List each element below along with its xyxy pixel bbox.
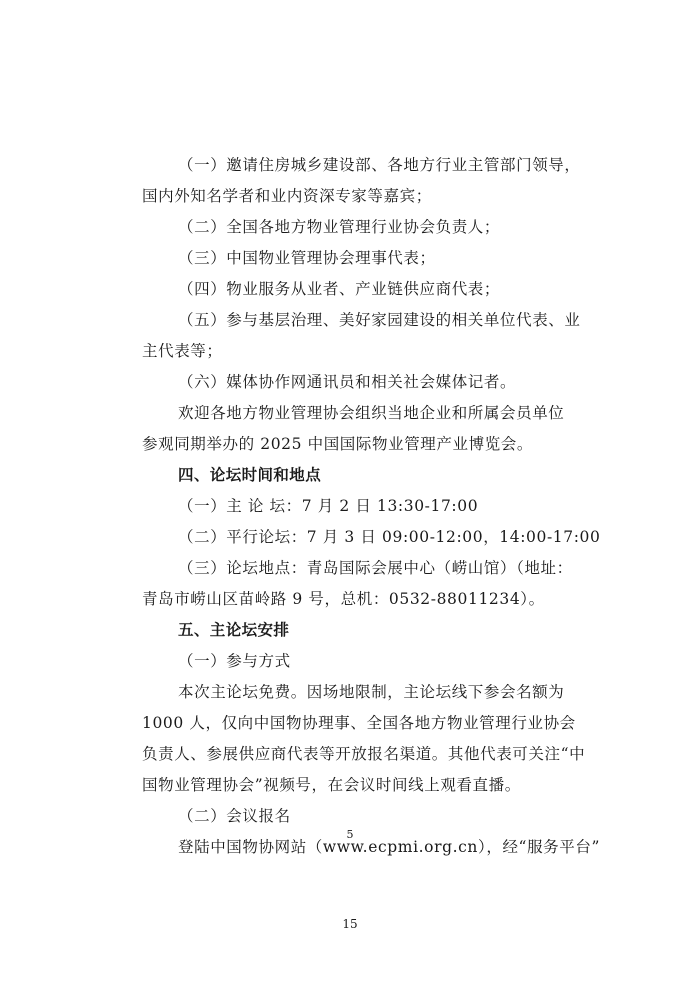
inner-page-number: 5 (346, 828, 354, 841)
paragraph-line: （二）全国各地方物业管理行业协会负责人； (178, 218, 501, 236)
paragraph-line: 欢迎各地方物业管理协会组织当地企业和所属会员单位 (178, 404, 565, 422)
paragraph-line: （四）物业服务从业者、产业链供应商代表； (178, 280, 501, 298)
paragraph-line: （三）中国物业管理协会理事代表； (178, 249, 436, 267)
paragraph-line: 国内外知名学者和业内资深专家等嘉宾； (142, 187, 432, 205)
paragraph-line: 青岛市崂山区苗岭路 9 号，总机：0532-88011234）。 (142, 590, 545, 608)
paragraph-line: （一）主 论 坛：7 月 2 日 13:30-17:00 (178, 497, 479, 515)
paragraph-line: （二）平行论坛：7 月 3 日 09:00-12:00，14:00-17:00 (178, 528, 601, 546)
paragraph-line: 参观同期举办的 2025 中国国际物业管理产业博览会。 (142, 435, 534, 453)
section-heading: 四、论坛时间和地点 (178, 466, 322, 484)
paragraph-line: （六）媒体协作网通讯员和相关社会媒体记者。 (178, 373, 517, 391)
document-body (142, 156, 601, 857)
subsection-heading: （二）会议报名 (178, 807, 291, 825)
paragraph-line: （三）论坛地点：青岛国际会展中心（崂山馆）（地址： (178, 559, 573, 577)
paragraph-line: 主代表等； (142, 342, 223, 360)
subsection-heading: （一）参与方式 (178, 652, 291, 670)
paragraph-line: 登陆中国物协网站（www.ecpmi.org.cn），经“服务平台” (178, 838, 601, 856)
paragraph-line: 国物业管理协会”视频号，在会议时间线上观看直播。 (142, 776, 521, 794)
paragraph-line: （五）参与基层治理、美好家园建设的相关单位代表、业 (178, 311, 581, 329)
paragraph-line: 1000 人，仅向中国物协理事、全国各地方物业管理行业协会 (142, 714, 576, 732)
section-heading: 五、主论坛安排 (178, 621, 290, 639)
paragraph-line: 负责人、参展供应商代表等开放报名渠道。其他代表可关注“中 (142, 745, 586, 763)
outer-page-number: 15 (342, 917, 358, 931)
paragraph-line: （一）邀请住房城乡建设部、各地方行业主管部门领导， (178, 156, 581, 174)
paragraph-line: 本次主论坛免费。因场地限制，主论坛线下参会名额为 (178, 683, 565, 701)
